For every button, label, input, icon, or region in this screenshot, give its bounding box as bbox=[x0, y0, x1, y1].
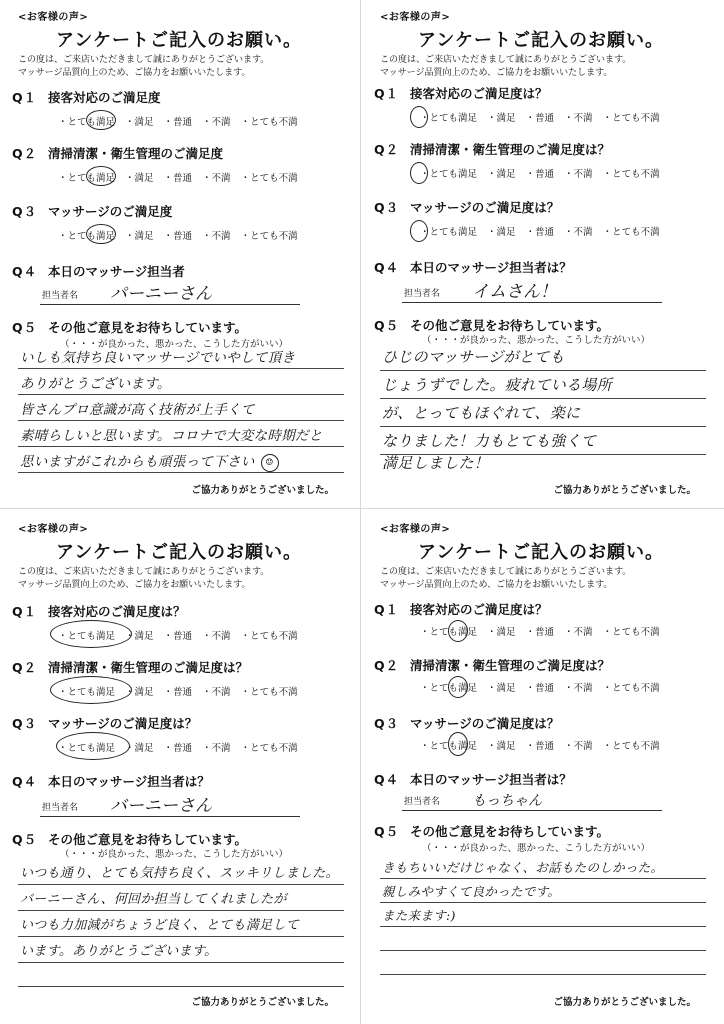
selection-circle bbox=[86, 166, 116, 186]
card-tag: <お客様の声> bbox=[18, 12, 89, 23]
card-tag: <お客様の声> bbox=[380, 524, 451, 535]
staff-field bbox=[40, 792, 300, 817]
question-text: 清掃清潔・衛生管理のご満足度は？ bbox=[410, 658, 611, 673]
intro-line: この度は、ご来店いただきまして誠にありがとうございます。 bbox=[380, 55, 632, 65]
question-5 bbox=[12, 318, 247, 336]
option[interactable]: ・普通 bbox=[163, 117, 193, 128]
card-title: アンケートご記入のお願い。 bbox=[56, 30, 302, 51]
selection-circle bbox=[50, 676, 132, 704]
selection-circle bbox=[410, 220, 428, 242]
option[interactable]: ・とても不満 bbox=[240, 117, 298, 128]
card-intro bbox=[380, 566, 631, 592]
option[interactable]: ・とても不満 bbox=[602, 627, 660, 638]
vertical-divider bbox=[360, 0, 361, 1024]
q5-hint: （・・・が良かった、悪かった、こうした方がいい） bbox=[60, 339, 289, 350]
option[interactable]: ・満足 bbox=[125, 631, 154, 642]
option[interactable]: ・とても満足 bbox=[420, 683, 478, 694]
option[interactable]: ・とても満足 bbox=[420, 627, 478, 638]
option[interactable]: ・普通 bbox=[163, 743, 193, 754]
selection-circle bbox=[50, 620, 132, 648]
selection-circle bbox=[410, 106, 428, 128]
staff-name: パーニーさん bbox=[110, 284, 212, 304]
question-text: 接客対応のご満足度は？ bbox=[48, 604, 186, 619]
question-text: 清掃清潔・衛生管理のご満足度は？ bbox=[410, 142, 611, 157]
thanks-text: ご協力ありがとうございました。 bbox=[191, 485, 334, 496]
option[interactable]: ・普通 bbox=[163, 687, 193, 698]
question-number: Q５ bbox=[12, 320, 38, 335]
q1-options bbox=[420, 110, 670, 124]
selection-circle bbox=[448, 620, 468, 642]
question-3 bbox=[374, 714, 559, 732]
comment-line: 皆さんプロ意識が高く技術が上手くて bbox=[20, 402, 255, 418]
question-3 bbox=[374, 198, 559, 216]
card-title: アンケートご記入のお願い。 bbox=[418, 30, 664, 51]
ruled-line bbox=[380, 902, 706, 903]
staff-name: イムさん！ bbox=[472, 282, 557, 302]
question-3 bbox=[12, 714, 197, 732]
ruled-line bbox=[18, 368, 344, 369]
question-1 bbox=[12, 88, 161, 106]
card-intro bbox=[380, 54, 631, 80]
question-text: 本日のマッサージ担当者は？ bbox=[48, 774, 210, 789]
ruled-line bbox=[380, 974, 706, 975]
question-text: その他ご意見をお待ちしています。 bbox=[48, 832, 248, 847]
option[interactable]: ・満足 bbox=[125, 743, 154, 754]
question-text: その他ご意見をお待ちしています。 bbox=[410, 318, 610, 333]
question-2 bbox=[12, 144, 223, 162]
option[interactable]: ・とても満足 bbox=[420, 113, 478, 124]
ruled-line bbox=[18, 986, 344, 987]
option[interactable]: ・普通 bbox=[525, 227, 555, 238]
question-number: Q１ bbox=[374, 86, 400, 101]
option[interactable]: ・普通 bbox=[163, 173, 193, 184]
question-2 bbox=[374, 140, 610, 158]
option[interactable]: ・普通 bbox=[525, 113, 555, 124]
intro-line: マッサージ品質向上のため、ご協力をお願いいたします。 bbox=[18, 68, 251, 78]
question-3 bbox=[12, 202, 172, 220]
question-text: その他ご意見をお待ちしています。 bbox=[48, 320, 248, 335]
option[interactable]: ・とても満足 bbox=[58, 231, 116, 242]
option[interactable]: ・とても不満 bbox=[602, 683, 660, 694]
comment-line bbox=[20, 450, 279, 472]
option[interactable]: ・満足 bbox=[487, 227, 516, 238]
thanks-text: ご協力ありがとうございました。 bbox=[191, 997, 334, 1008]
card-intro bbox=[18, 54, 269, 80]
comment-line: 満足しました！ bbox=[382, 454, 490, 472]
q5-hint: （・・・が良かった、悪かった、こうした方がいい） bbox=[422, 335, 651, 346]
ruled-line bbox=[18, 420, 344, 421]
q5-hint: （・・・が良かった、悪かった、こうした方がいい） bbox=[60, 849, 289, 860]
question-text: 本日のマッサージ担当者は？ bbox=[410, 260, 572, 275]
question-text: 接客対応のご満足度は？ bbox=[410, 602, 548, 617]
question-text: マッサージのご満足度は？ bbox=[410, 716, 560, 731]
option[interactable]: ・満足 bbox=[125, 687, 154, 698]
staff-field bbox=[402, 278, 662, 303]
comment-line: バーニーさん、何回か担当してくれましたが bbox=[20, 892, 287, 907]
comment-line: います。ありがとうございます。 bbox=[20, 944, 218, 959]
selection-circle bbox=[56, 732, 130, 760]
thanks-text: ご協力ありがとうございました。 bbox=[553, 485, 696, 496]
comment-text: 思いますがこれからも頑張って下さい bbox=[20, 454, 255, 470]
question-number: Q３ bbox=[374, 200, 400, 215]
staff-label: 担当者名 bbox=[404, 797, 441, 807]
staff-label: 担当者名 bbox=[42, 291, 79, 301]
comment-line: また来ます:) bbox=[382, 908, 456, 923]
question-text: 接客対応のご満足度は？ bbox=[410, 86, 548, 101]
option[interactable]: ・普通 bbox=[525, 683, 555, 694]
option[interactable]: ・不満 bbox=[564, 683, 593, 694]
ruled-line bbox=[18, 936, 344, 937]
question-number: Q４ bbox=[374, 772, 400, 787]
question-text: 本日のマッサージ担当者は？ bbox=[410, 772, 572, 787]
comment-line: いつも通り、とても気持ち良く、スッキリしました。 bbox=[20, 866, 339, 881]
question-number: Q１ bbox=[374, 602, 400, 617]
selection-circle bbox=[448, 676, 468, 698]
staff-name: バーニーさん bbox=[110, 796, 212, 816]
question-4 bbox=[12, 772, 210, 790]
option[interactable]: ・不満 bbox=[564, 227, 593, 238]
option[interactable]: ・とても不満 bbox=[602, 227, 660, 238]
card-title: アンケートご記入のお願い。 bbox=[56, 542, 302, 563]
intro-line: マッサージ品質向上のため、ご協力をお願いいたします。 bbox=[380, 580, 613, 590]
option[interactable]: ・満足 bbox=[487, 627, 516, 638]
question-number: Q５ bbox=[374, 318, 400, 333]
horizontal-divider bbox=[0, 508, 724, 509]
option[interactable]: ・満足 bbox=[487, 113, 516, 124]
ruled-line bbox=[18, 910, 344, 911]
question-number: Q５ bbox=[374, 824, 400, 839]
comment-line: きもちいいだけじゃなく、お話もたのしかった。 bbox=[382, 860, 664, 875]
question-text: マッサージのご満足度は？ bbox=[48, 716, 198, 731]
option[interactable]: ・不満 bbox=[202, 631, 231, 642]
staff-label: 担当者名 bbox=[42, 803, 79, 813]
ruled-line bbox=[380, 370, 706, 371]
question-number: Q４ bbox=[12, 264, 38, 279]
question-1 bbox=[374, 600, 548, 618]
ruled-line bbox=[18, 962, 344, 963]
option[interactable]: ・とても満足 bbox=[420, 227, 478, 238]
thanks-text: ご協力ありがとうございました。 bbox=[553, 997, 696, 1008]
question-2 bbox=[374, 656, 610, 674]
comment-line: ひじのマッサージがとても bbox=[382, 348, 565, 366]
question-number: Q２ bbox=[12, 660, 38, 675]
option[interactable]: ・不満 bbox=[202, 117, 231, 128]
question-text: マッサージのご満足度 bbox=[48, 204, 173, 219]
question-2 bbox=[12, 658, 248, 676]
q3-options bbox=[420, 224, 670, 238]
smiley-icon: ☺ bbox=[261, 454, 279, 472]
comment-line: が、とってもほぐれて、楽に bbox=[382, 404, 581, 422]
question-number: Q５ bbox=[12, 832, 38, 847]
intro-line: この度は、ご来店いただきまして誠にありがとうございます。 bbox=[380, 567, 632, 577]
comment-line: いしも気持ち良いマッサージでいやして頂き bbox=[20, 350, 296, 366]
option[interactable]: ・不満 bbox=[202, 231, 231, 242]
ruled-line bbox=[380, 926, 706, 927]
question-number: Q２ bbox=[374, 142, 400, 157]
question-text: 本日のマッサージ担当者 bbox=[48, 264, 185, 279]
intro-line: マッサージ品質向上のため、ご協力をお願いいたします。 bbox=[18, 580, 251, 590]
ruled-line bbox=[18, 472, 344, 473]
option[interactable]: ・とても満足 bbox=[58, 743, 116, 754]
option[interactable]: ・普通 bbox=[525, 627, 555, 638]
option[interactable]: ・満足 bbox=[487, 683, 516, 694]
option[interactable]: ・とても不満 bbox=[240, 173, 298, 184]
option[interactable]: ・普通 bbox=[163, 231, 193, 242]
option[interactable]: ・満足 bbox=[487, 741, 516, 752]
selection-circle bbox=[448, 732, 468, 756]
q2-options bbox=[420, 166, 670, 180]
option[interactable]: ・とても不満 bbox=[240, 631, 298, 642]
intro-line: この度は、ご来店いただきまして誠にありがとうございます。 bbox=[18, 55, 270, 65]
question-number: Q３ bbox=[12, 204, 38, 219]
option[interactable]: ・満足 bbox=[487, 169, 516, 180]
option[interactable]: ・とても満足 bbox=[420, 169, 478, 180]
ruled-line bbox=[380, 950, 706, 951]
option[interactable]: ・不満 bbox=[202, 173, 231, 184]
question-number: Q１ bbox=[12, 90, 38, 105]
option[interactable]: ・とても不満 bbox=[602, 169, 660, 180]
option[interactable]: ・満足 bbox=[125, 173, 154, 184]
option[interactable]: ・とても満足 bbox=[420, 741, 478, 752]
option[interactable]: ・とても満足 bbox=[58, 173, 116, 184]
option[interactable]: ・普通 bbox=[163, 631, 193, 642]
comment-line: なりました！力もとても強くて bbox=[382, 432, 597, 450]
staff-field bbox=[40, 280, 300, 305]
q5-hint: （・・・が良かった、悪かった、こうした方がいい） bbox=[422, 843, 651, 854]
staff-field bbox=[402, 786, 662, 811]
staff-label: 担当者名 bbox=[404, 289, 441, 299]
survey-card-3 bbox=[4, 516, 354, 1016]
comment-line: ありがとうございます。 bbox=[20, 376, 171, 392]
staff-name: もっちゃん bbox=[472, 793, 542, 809]
question-5 bbox=[374, 822, 609, 840]
intro-line: この度は、ご来店いただきまして誠にありがとうございます。 bbox=[18, 567, 270, 577]
comment-line: じょうずでした。疲れている場所 bbox=[382, 376, 612, 394]
option[interactable]: ・不満 bbox=[564, 741, 593, 752]
question-number: Q３ bbox=[374, 716, 400, 731]
option[interactable]: ・とても満足 bbox=[58, 687, 116, 698]
ruled-line bbox=[380, 878, 706, 879]
question-number: Q４ bbox=[374, 260, 400, 275]
option[interactable]: ・不満 bbox=[564, 113, 593, 124]
ruled-line bbox=[380, 398, 706, 399]
option[interactable]: ・とても満足 bbox=[58, 631, 116, 642]
ruled-line bbox=[18, 394, 344, 395]
option[interactable]: ・とても不満 bbox=[602, 113, 660, 124]
question-number: Q２ bbox=[374, 658, 400, 673]
card-title: アンケートご記入のお願い。 bbox=[418, 542, 664, 563]
survey-card-1 bbox=[4, 4, 354, 504]
question-text: その他ご意見をお待ちしています。 bbox=[410, 824, 610, 839]
question-text: 清掃清潔・衛生管理のご満足度は？ bbox=[48, 660, 249, 675]
survey-card-2 bbox=[366, 4, 716, 504]
option[interactable]: ・普通 bbox=[525, 741, 555, 752]
option[interactable]: ・不満 bbox=[202, 743, 231, 754]
option[interactable]: ・不満 bbox=[564, 627, 593, 638]
card-tag: <お客様の声> bbox=[380, 12, 451, 23]
comment-line: いつも力加減がちょうど良く、とても満足して bbox=[20, 918, 300, 933]
card-intro bbox=[18, 566, 269, 592]
question-text: 接客対応のご満足度 bbox=[48, 90, 161, 105]
question-number: Q３ bbox=[12, 716, 38, 731]
option[interactable]: ・とても不満 bbox=[602, 741, 660, 752]
question-text: 清掃清潔・衛生管理のご満足度 bbox=[48, 146, 224, 161]
option[interactable]: ・不満 bbox=[202, 687, 231, 698]
question-text: マッサージのご満足度は？ bbox=[410, 200, 560, 215]
ruled-line bbox=[18, 446, 344, 447]
question-number: Q４ bbox=[12, 774, 38, 789]
survey-card-4 bbox=[366, 516, 716, 1016]
comment-line: 親しみやすくて良かったです。 bbox=[382, 884, 561, 899]
card-tag: <お客様の声> bbox=[18, 524, 89, 535]
comment-line: 素晴らしいと思います。コロナで大変な時期だと bbox=[20, 428, 323, 444]
option[interactable]: ・とても満足 bbox=[58, 117, 116, 128]
option[interactable]: ・不満 bbox=[564, 169, 593, 180]
ruled-line bbox=[380, 426, 706, 427]
option[interactable]: ・満足 bbox=[125, 117, 154, 128]
intro-line: マッサージ品質向上のため、ご協力をお願いいたします。 bbox=[380, 68, 613, 78]
question-4 bbox=[374, 258, 572, 276]
selection-circle bbox=[86, 110, 116, 130]
option[interactable]: ・満足 bbox=[125, 231, 154, 242]
ruled-line bbox=[18, 884, 344, 885]
question-4 bbox=[12, 262, 185, 280]
option[interactable]: ・とても不満 bbox=[240, 231, 298, 242]
option[interactable]: ・とても不満 bbox=[240, 687, 298, 698]
question-number: Q２ bbox=[12, 146, 38, 161]
option[interactable]: ・とても不満 bbox=[240, 743, 298, 754]
question-1 bbox=[12, 602, 186, 620]
selection-circle bbox=[86, 224, 116, 244]
selection-circle bbox=[410, 162, 428, 184]
question-1 bbox=[374, 84, 548, 102]
question-number: Q１ bbox=[12, 604, 38, 619]
option[interactable]: ・普通 bbox=[525, 169, 555, 180]
